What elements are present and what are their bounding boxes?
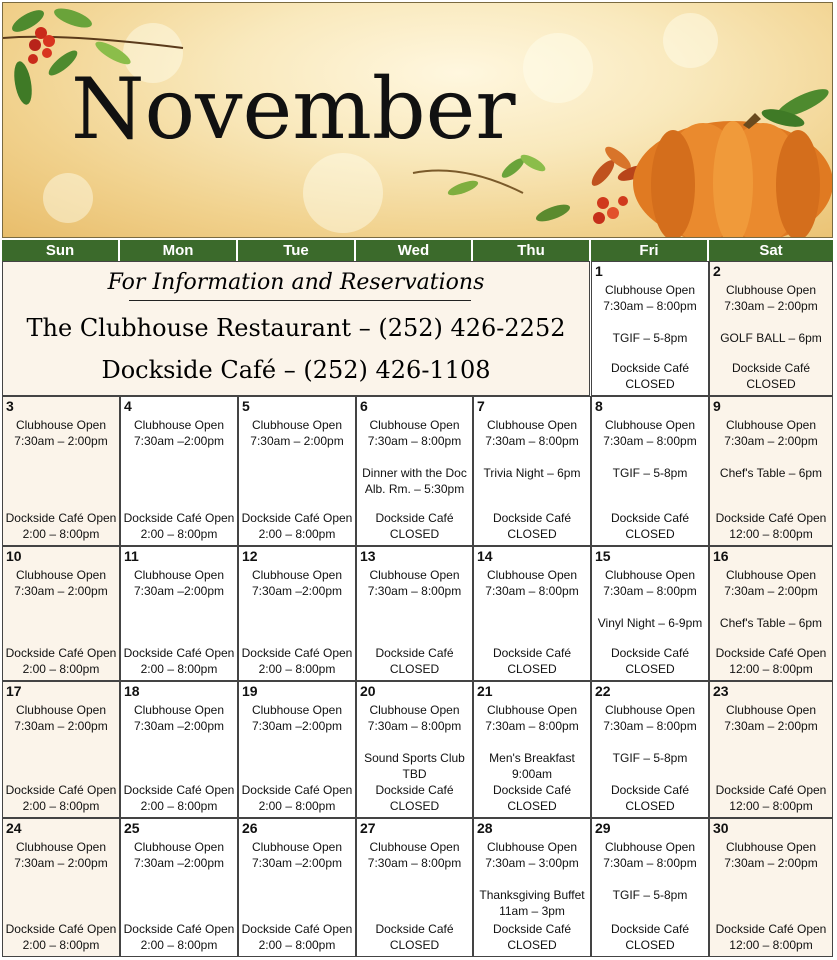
pumpkin-icon	[403, 73, 833, 238]
dockside-hours: 12:00 – 8:00pm	[729, 527, 813, 541]
event-text: Vinyl Night – 6-9pm	[597, 616, 703, 630]
clubhouse-hours: Clubhouse Open	[604, 840, 696, 854]
day-cell-12	[238, 546, 356, 681]
day-cell-24	[2, 818, 120, 957]
dockside-hours: Dockside Café	[610, 511, 690, 525]
clubhouse-hours: 7:30am – 8:00pm	[367, 434, 462, 448]
dockside-phone: Dockside Café – (252) 426-1108	[101, 356, 491, 384]
day-number: 19	[242, 683, 258, 699]
day-cell-8	[591, 396, 709, 546]
clubhouse-hours: 7:30am – 2:00pm	[14, 584, 108, 598]
day-cell-28	[473, 818, 591, 957]
dockside-hours: Dockside Café Open	[241, 511, 353, 525]
clubhouse-hours: 7:30am – 8:00pm	[603, 856, 697, 870]
dockside-hours: 2:00 – 8:00pm	[22, 662, 100, 676]
dockside-hours: CLOSED	[389, 799, 440, 813]
day-cell-18	[120, 681, 238, 818]
clubhouse-hours: 7:30am – 2:00pm	[250, 434, 344, 448]
day-number: 30	[713, 820, 729, 836]
dockside-hours: Dockside Café	[492, 646, 572, 660]
day-number: 23	[713, 683, 729, 699]
clubhouse-phone: The Clubhouse Restaurant – (252) 426-2252	[26, 314, 566, 342]
dockside-hours: CLOSED	[389, 662, 440, 676]
clubhouse-hours: 7:30am – 8:00pm	[367, 719, 462, 733]
event-text: Sound Sports Club	[364, 751, 465, 765]
day-cell-25	[120, 818, 238, 957]
dockside-hours: Dockside Café Open	[123, 511, 235, 525]
clubhouse-hours: 7:30am – 8:00pm	[485, 434, 579, 448]
day-cell-13	[356, 546, 473, 681]
dockside-hours: Dockside Café Open	[123, 783, 235, 797]
clubhouse-hours: Clubhouse Open	[133, 418, 225, 432]
day-cell-5	[238, 396, 356, 546]
dockside-hours: 2:00 – 8:00pm	[140, 527, 218, 541]
day-number: 9	[713, 398, 721, 414]
day-cell-11	[120, 546, 238, 681]
day-cell-22	[591, 681, 709, 818]
clubhouse-hours: Clubhouse Open	[133, 568, 225, 582]
day-cell-9	[709, 396, 833, 546]
weekday-tue: Tue	[238, 240, 356, 261]
clubhouse-hours: Clubhouse Open	[15, 840, 107, 854]
clubhouse-hours: Clubhouse Open	[369, 840, 460, 854]
weekday-sat: Sat	[709, 240, 833, 261]
dockside-hours: Dockside Café Open	[715, 922, 827, 936]
day-cell-6	[356, 396, 473, 546]
banner	[2, 2, 833, 238]
dockside-hours: Dockside Café Open	[241, 922, 353, 936]
info-box	[2, 261, 590, 396]
clubhouse-hours: 7:30am – 2:00pm	[724, 299, 818, 313]
weekday-thu: Thu	[473, 240, 591, 261]
clubhouse-hours: Clubhouse Open	[251, 568, 343, 582]
clubhouse-hours: 7:30am – 8:00pm	[603, 434, 697, 448]
day-number: 1	[595, 263, 603, 279]
day-number: 13	[360, 548, 376, 564]
dockside-hours: Dockside Café	[375, 783, 454, 797]
event-text: TGIF – 5-8pm	[612, 751, 688, 765]
clubhouse-hours: Clubhouse Open	[725, 703, 817, 717]
clubhouse-hours: Clubhouse Open	[486, 568, 578, 582]
clubhouse-hours: Clubhouse Open	[725, 568, 817, 582]
dockside-hours: Dockside Café Open	[241, 783, 353, 797]
day-cell-19	[238, 681, 356, 818]
day-number: 26	[242, 820, 258, 836]
dockside-hours: Dockside Café Open	[5, 646, 117, 660]
clubhouse-hours: Clubhouse Open	[604, 283, 696, 297]
day-cell-30	[709, 818, 833, 957]
clubhouse-hours: Clubhouse Open	[486, 703, 578, 717]
info-heading: For Information and Reservations	[107, 270, 485, 295]
day-number: 27	[360, 820, 376, 836]
weekday-fri: Fri	[591, 240, 709, 261]
dockside-hours: 2:00 – 8:00pm	[140, 938, 218, 952]
day-cell-10	[2, 546, 120, 681]
clubhouse-hours: Clubhouse Open	[369, 418, 460, 432]
event-text: 11am – 3pm	[499, 904, 565, 918]
clubhouse-hours: Clubhouse Open	[15, 568, 107, 582]
dockside-hours: Dockside Café Open	[715, 783, 827, 797]
event-text: Thanksgiving Buffet	[479, 888, 585, 902]
clubhouse-hours: Clubhouse Open	[251, 418, 343, 432]
day-number: 24	[6, 820, 22, 836]
clubhouse-hours: 7:30am – 2:00pm	[14, 434, 108, 448]
event-text: TGIF – 5-8pm	[612, 888, 688, 902]
event-text: Dinner with the Doc	[362, 466, 467, 480]
day-cell-23	[709, 681, 833, 818]
dockside-hours: Dockside Café	[610, 922, 690, 936]
day-number: 18	[124, 683, 140, 699]
day-number: 28	[477, 820, 493, 836]
clubhouse-hours: 7:30am – 8:00pm	[603, 299, 697, 313]
clubhouse-hours: 7:30am – 2:00pm	[724, 719, 818, 733]
event-text: 9:00am	[511, 767, 553, 781]
clubhouse-hours: Clubhouse Open	[486, 840, 578, 854]
day-cell-3	[2, 396, 120, 546]
dockside-hours: Dockside Café	[610, 646, 690, 660]
dockside-hours: CLOSED	[507, 799, 557, 813]
dockside-hours: 2:00 – 8:00pm	[258, 527, 336, 541]
day-number: 12	[242, 548, 258, 564]
event-text: TBD	[402, 767, 427, 781]
clubhouse-hours: Clubhouse Open	[251, 703, 343, 717]
dockside-hours: 2:00 – 8:00pm	[22, 799, 100, 813]
info-divider	[129, 300, 471, 301]
clubhouse-hours: 7:30am – 2:00pm	[14, 719, 108, 733]
day-cell-15	[591, 546, 709, 681]
clubhouse-hours: Clubhouse Open	[133, 703, 225, 717]
clubhouse-hours: Clubhouse Open	[725, 840, 817, 854]
clubhouse-hours: 7:30am – 8:00pm	[485, 584, 579, 598]
clubhouse-hours: 7:30am – 2:00pm	[724, 584, 818, 598]
dockside-hours: Dockside Café	[492, 922, 572, 936]
dockside-hours: CLOSED	[507, 662, 557, 676]
event-text: TGIF – 5-8pm	[612, 331, 688, 345]
day-number: 10	[6, 548, 22, 564]
dockside-hours: Dockside Café	[375, 922, 454, 936]
dockside-hours: 2:00 – 8:00pm	[258, 799, 336, 813]
day-cell-17	[2, 681, 120, 818]
dockside-hours: Dockside Café	[610, 361, 690, 375]
dockside-hours: 12:00 – 8:00pm	[729, 799, 813, 813]
clubhouse-hours: 7:30am – 3:00pm	[485, 856, 579, 870]
day-number: 5	[242, 398, 250, 414]
dockside-hours: CLOSED	[625, 662, 675, 676]
clubhouse-hours: Clubhouse Open	[604, 703, 696, 717]
clubhouse-hours: 7:30am –2:00pm	[133, 434, 225, 448]
dockside-hours: 12:00 – 8:00pm	[729, 662, 813, 676]
event-text: TGIF – 5-8pm	[612, 466, 688, 480]
dockside-hours: 2:00 – 8:00pm	[258, 662, 336, 676]
clubhouse-hours: 7:30am –2:00pm	[251, 856, 343, 870]
day-cell-29	[591, 818, 709, 957]
day-cell-4	[120, 396, 238, 546]
event-text: Chef's Table – 6pm	[719, 616, 823, 630]
day-number: 2	[713, 263, 721, 279]
day-cell-16	[709, 546, 833, 681]
dockside-hours: 2:00 – 8:00pm	[22, 938, 100, 952]
dockside-hours: CLOSED	[507, 527, 557, 541]
dockside-hours: Dockside Café Open	[241, 646, 353, 660]
clubhouse-hours: Clubhouse Open	[369, 568, 460, 582]
day-number: 14	[477, 548, 493, 564]
clubhouse-hours: Clubhouse Open	[604, 568, 696, 582]
clubhouse-hours: Clubhouse Open	[725, 418, 817, 432]
dockside-hours: Dockside Café	[610, 783, 690, 797]
dockside-hours: 2:00 – 8:00pm	[258, 938, 336, 952]
dockside-hours: CLOSED	[746, 377, 796, 391]
clubhouse-hours: 7:30am – 8:00pm	[367, 584, 462, 598]
clubhouse-hours: 7:30am – 8:00pm	[603, 719, 697, 733]
day-number: 15	[595, 548, 611, 564]
weekday-wed: Wed	[356, 240, 473, 261]
day-number: 7	[477, 398, 485, 414]
day-cell-20	[356, 681, 473, 818]
event-text: Trivia Night – 6pm	[483, 466, 581, 480]
month-title: November	[71, 60, 516, 158]
clubhouse-hours: 7:30am –2:00pm	[133, 584, 225, 598]
dockside-hours: 12:00 – 8:00pm	[729, 938, 813, 952]
clubhouse-hours: 7:30am – 8:00pm	[367, 856, 462, 870]
event-text: Chef's Table – 6pm	[719, 466, 823, 480]
dockside-hours: Dockside Café	[492, 511, 572, 525]
clubhouse-hours: Clubhouse Open	[725, 283, 817, 297]
dockside-hours: 2:00 – 8:00pm	[140, 662, 218, 676]
dockside-hours: Dockside Café	[731, 361, 811, 375]
weekday-sun: Sun	[2, 240, 120, 261]
dockside-hours: Dockside Café Open	[123, 922, 235, 936]
dockside-hours: Dockside Café	[375, 646, 454, 660]
clubhouse-hours: Clubhouse Open	[251, 840, 343, 854]
dockside-hours: CLOSED	[625, 799, 675, 813]
clubhouse-hours: 7:30am – 8:00pm	[603, 584, 697, 598]
day-number: 17	[6, 683, 22, 699]
day-number: 6	[360, 398, 368, 414]
dockside-hours: Dockside Café Open	[5, 511, 117, 525]
weekday-mon: Mon	[120, 240, 238, 261]
clubhouse-hours: 7:30am –2:00pm	[251, 584, 343, 598]
dockside-hours: CLOSED	[625, 377, 675, 391]
day-number: 16	[713, 548, 729, 564]
clubhouse-hours: Clubhouse Open	[604, 418, 696, 432]
dockside-hours: Dockside Café	[375, 511, 454, 525]
dockside-hours: Dockside Café Open	[715, 646, 827, 660]
event-text: GOLF BALL – 6pm	[720, 331, 822, 345]
day-number: 8	[595, 398, 603, 414]
dockside-hours: Dockside Café Open	[123, 646, 235, 660]
clubhouse-hours: Clubhouse Open	[486, 418, 578, 432]
day-cell-27	[356, 818, 473, 957]
day-cell-2	[709, 261, 833, 396]
day-number: 22	[595, 683, 611, 699]
dockside-hours: Dockside Café	[492, 783, 572, 797]
dockside-hours: CLOSED	[389, 938, 440, 952]
clubhouse-hours: 7:30am – 8:00pm	[485, 719, 579, 733]
dockside-hours: CLOSED	[625, 938, 675, 952]
clubhouse-hours: Clubhouse Open	[15, 703, 107, 717]
clubhouse-hours: Clubhouse Open	[369, 703, 460, 717]
dockside-hours: Dockside Café Open	[5, 783, 117, 797]
clubhouse-hours: 7:30am –2:00pm	[133, 856, 225, 870]
day-cell-21	[473, 681, 591, 818]
day-cell-26	[238, 818, 356, 957]
clubhouse-hours: 7:30am –2:00pm	[133, 719, 225, 733]
day-cell-1	[591, 261, 709, 396]
event-text: Alb. Rm. – 5:30pm	[364, 482, 465, 496]
dockside-hours: CLOSED	[389, 527, 440, 541]
clubhouse-hours: Clubhouse Open	[133, 840, 225, 854]
day-number: 25	[124, 820, 140, 836]
day-cell-14	[473, 546, 591, 681]
dockside-hours: Dockside Café Open	[715, 511, 827, 525]
weekday-header	[2, 240, 833, 261]
day-number: 29	[595, 820, 611, 836]
day-number: 4	[124, 398, 132, 414]
clubhouse-hours: 7:30am – 2:00pm	[724, 434, 818, 448]
dockside-hours: CLOSED	[625, 527, 675, 541]
dockside-hours: CLOSED	[507, 938, 557, 952]
day-number: 3	[6, 398, 14, 414]
dockside-hours: 2:00 – 8:00pm	[140, 799, 218, 813]
clubhouse-hours: 7:30am – 2:00pm	[724, 856, 818, 870]
dockside-hours: 2:00 – 8:00pm	[22, 527, 100, 541]
event-text: Men's Breakfast	[489, 751, 575, 765]
day-number: 21	[477, 683, 493, 699]
clubhouse-hours: 7:30am – 2:00pm	[14, 856, 108, 870]
clubhouse-hours: Clubhouse Open	[15, 418, 107, 432]
day-number: 11	[124, 548, 139, 564]
day-cell-7	[473, 396, 591, 546]
clubhouse-hours: 7:30am –2:00pm	[251, 719, 343, 733]
dockside-hours: Dockside Café Open	[5, 922, 117, 936]
day-number: 20	[360, 683, 376, 699]
